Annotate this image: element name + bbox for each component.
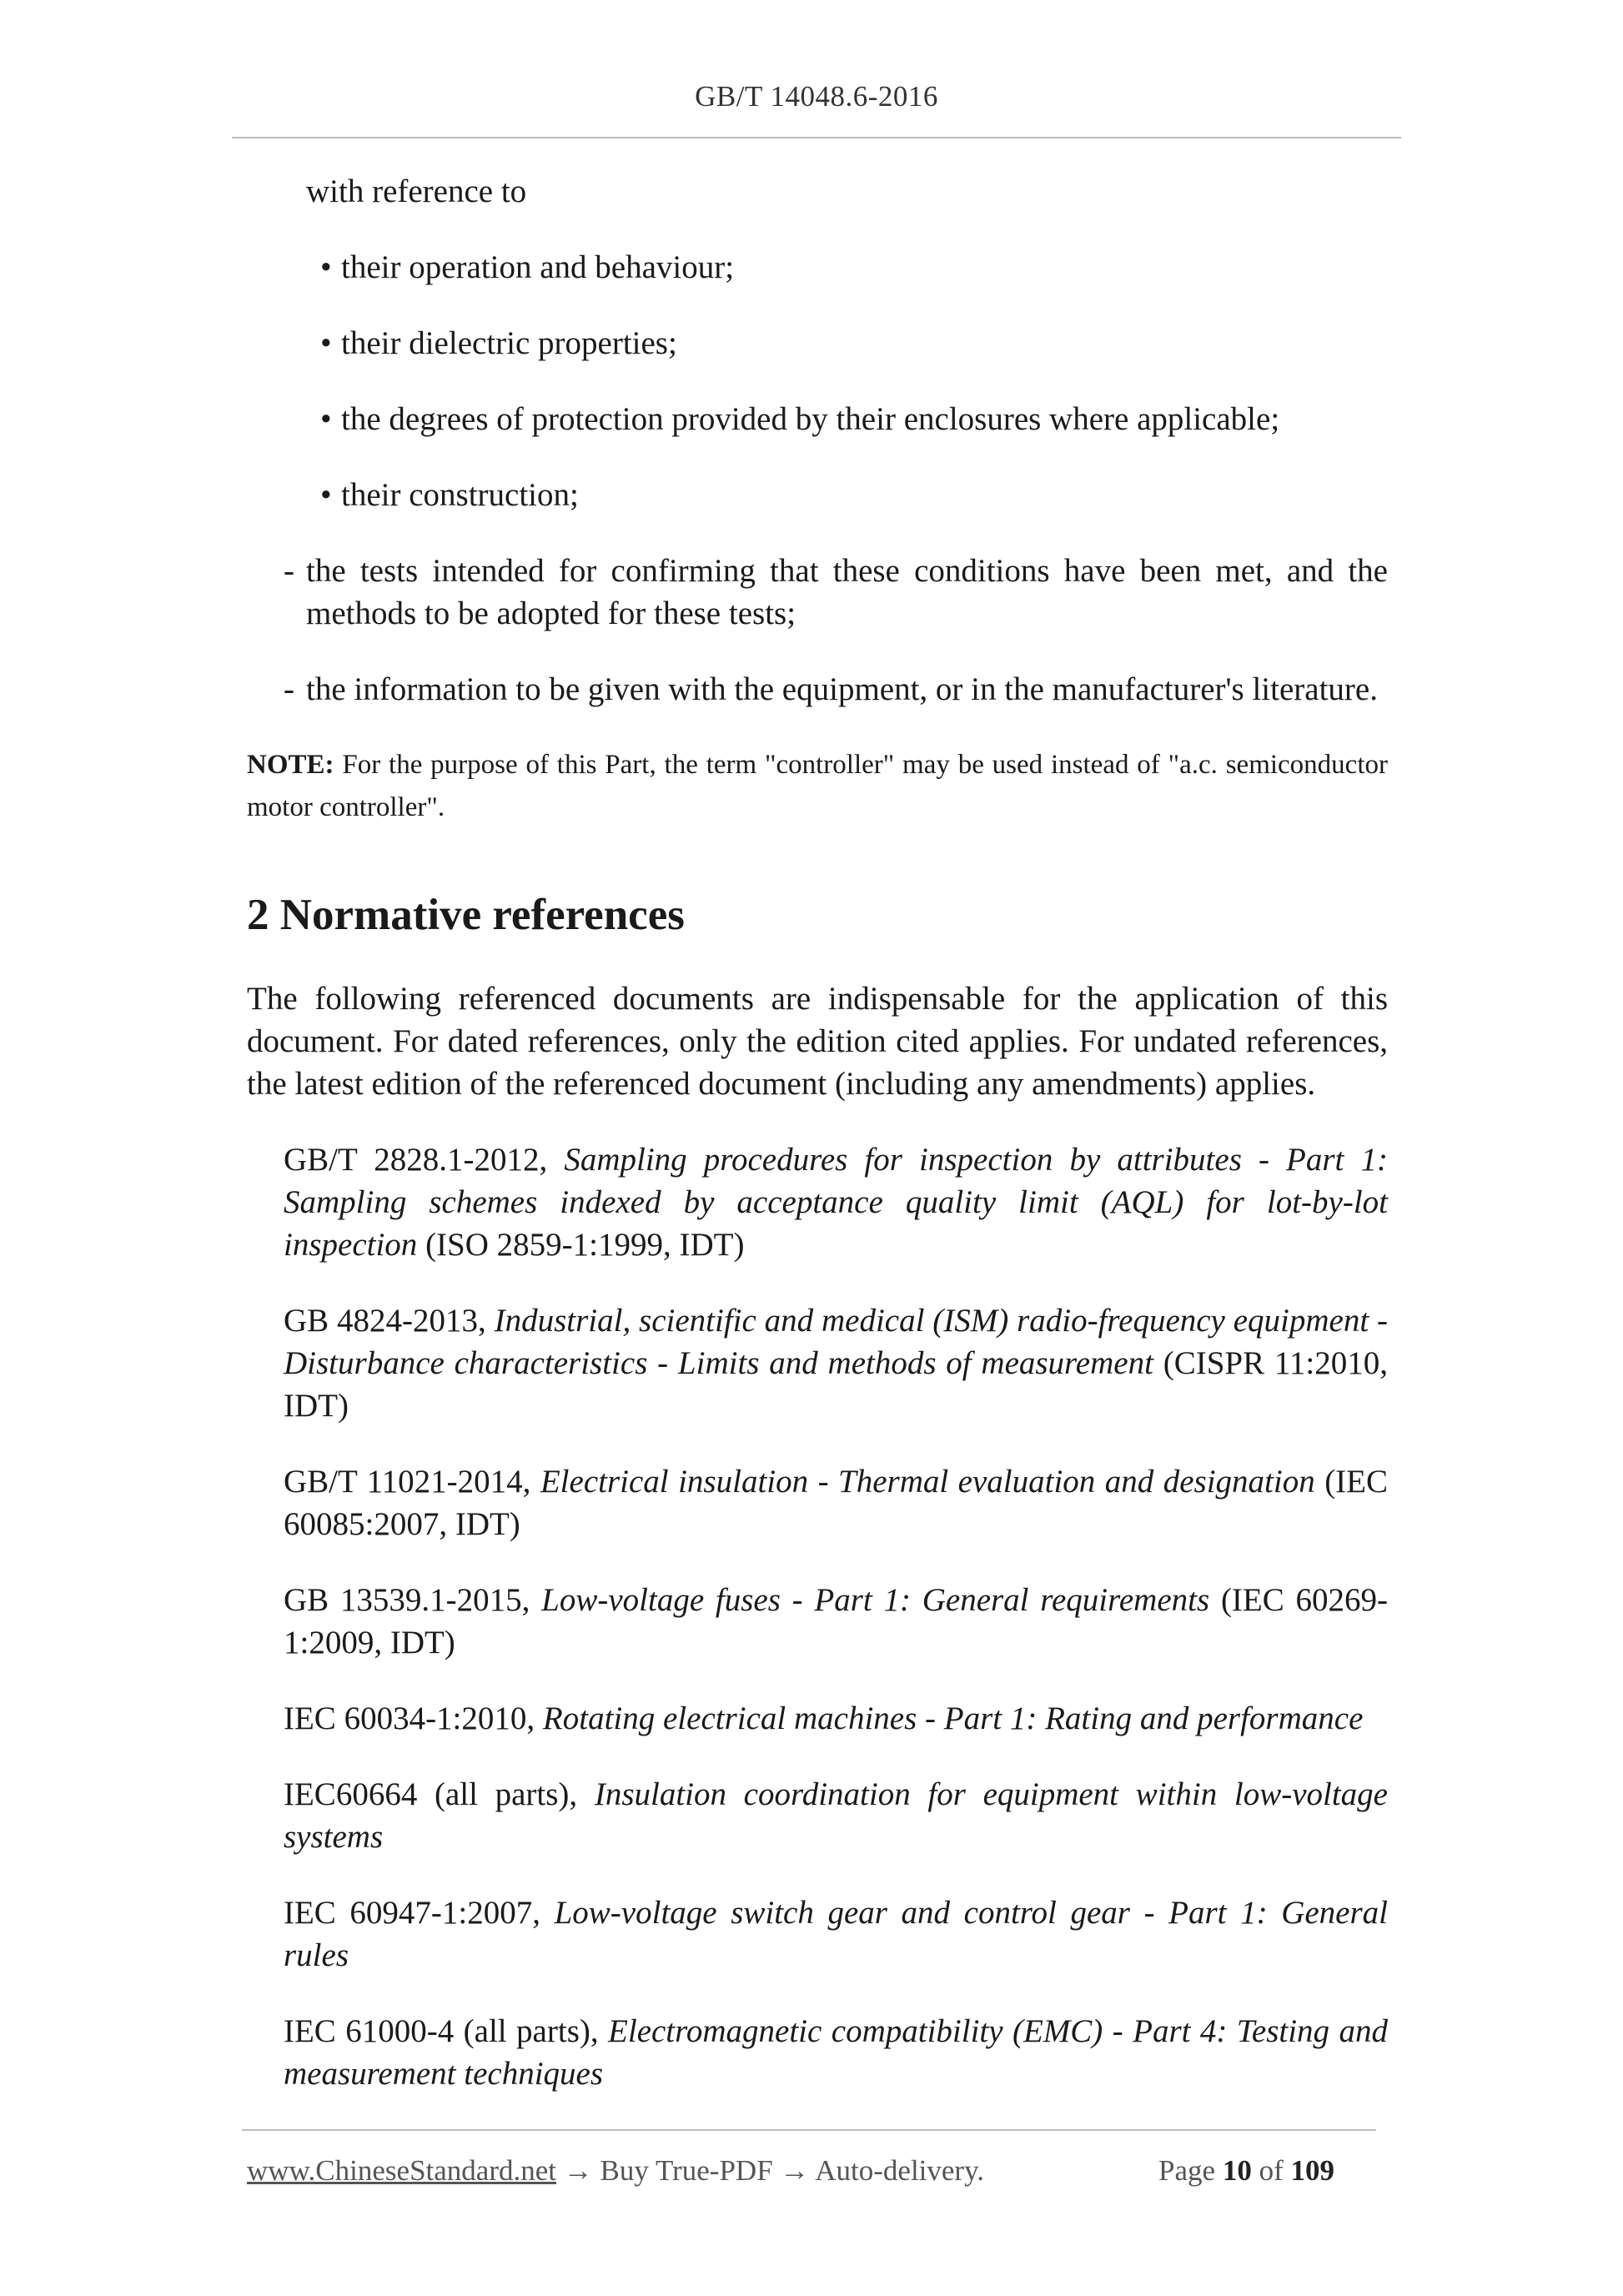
page-footer xyxy=(247,2154,1376,2188)
scope-dash-item: - the tests intended for confirming that these conditions have been met, and the methods to be adopted for these tests; xyxy=(247,550,1388,635)
bullet-icon: • xyxy=(320,325,332,361)
delivery-text: Auto-delivery. xyxy=(815,2154,985,2187)
list-item: • their operation and behaviour; xyxy=(320,246,1388,289)
list-item: • the degrees of protection provided by their enclosures where applicable; xyxy=(320,398,1388,440)
arrow-right-icon: → xyxy=(780,2154,810,2187)
note-text: For the purpose of this Part, the term "controller" may be used instead of "a.c. semiconductor motor controller". xyxy=(247,750,1388,822)
note-label: NOTE: xyxy=(247,750,334,780)
dash-icon: - xyxy=(284,553,294,589)
footer-divider xyxy=(242,2129,1376,2131)
site-link[interactable]: www.ChineseStandard.net xyxy=(247,2154,556,2187)
bullet-icon: • xyxy=(320,401,332,437)
list-item: • their dielectric properties; xyxy=(320,322,1388,364)
reference-list xyxy=(247,1138,1388,2095)
page-header xyxy=(232,80,1401,138)
section-intro: The following referenced documents are indispensable for the application of this document. For dated references, only the edition cited applies. For undated references, the latest edition of the referenced document (including any amendments) applies. xyxy=(247,981,1388,1102)
page-number: Page 10 of 109 xyxy=(1158,2154,1334,2187)
bullet-icon: • xyxy=(320,249,332,285)
reference-item: IEC60664 (all parts), Insulation coordination for equipment within low-voltage systems xyxy=(284,1776,1388,1855)
scope-bullet-list xyxy=(247,246,1388,516)
reference-item: IEC 60947-1:2007, Low-voltage switch gear and control gear - Part 1: General rules xyxy=(284,1895,1388,1973)
reference-item: IEC 61000-4 (all parts), Electromagnetic compatibility (EMC) - Part 4: Testing and measurement techniques xyxy=(284,2013,1388,2092)
arrow-right-icon: → xyxy=(563,2154,593,2187)
document-id: GB/T 14048.6-2016 xyxy=(695,80,938,113)
scope-note xyxy=(247,744,1388,829)
current-page: 10 xyxy=(1222,2154,1252,2187)
scope-intro: with reference to xyxy=(306,173,527,209)
page-content xyxy=(247,170,1388,2128)
buy-text: Buy True-PDF xyxy=(600,2154,773,2187)
reference-item: GB 4824-2013, Industrial, scientific and medical (ISM) radio-frequency equipment - Disturbance characteristics - Limits and methods of measurement (CISPR 11:2010, IDT) xyxy=(284,1303,1388,1424)
dash-icon: - xyxy=(284,671,294,707)
reference-item: GB/T 11021-2014, Electrical insulation - Thermal evaluation and designation (IEC 60085:2007, IDT) xyxy=(284,1464,1389,1542)
list-item: • their construction; xyxy=(320,474,1388,516)
reference-item: IEC 60034-1:2010, Rotating electrical machines - Part 1: Rating and performance xyxy=(284,1701,1364,1736)
scope-dash-item: - the information to be given with the equipment, or in the manufacturer's literature. xyxy=(247,668,1388,711)
reference-item: GB 13539.1-2015, Low-voltage fuses - Part 1: General requirements (IEC 60269-1:2009, IDT) xyxy=(284,1582,1388,1660)
bullet-icon: • xyxy=(320,477,332,513)
section-heading: 2 Normative references xyxy=(247,891,685,939)
reference-item: GB/T 2828.1-2012, Sampling procedures for inspection by attributes - Part 1: Sampling schemes indexed by acceptance quality limit (AQL) for lot-by-lot inspection (ISO 2859-1:1999, IDT) xyxy=(284,1142,1388,1263)
total-pages: 109 xyxy=(1290,2154,1334,2187)
